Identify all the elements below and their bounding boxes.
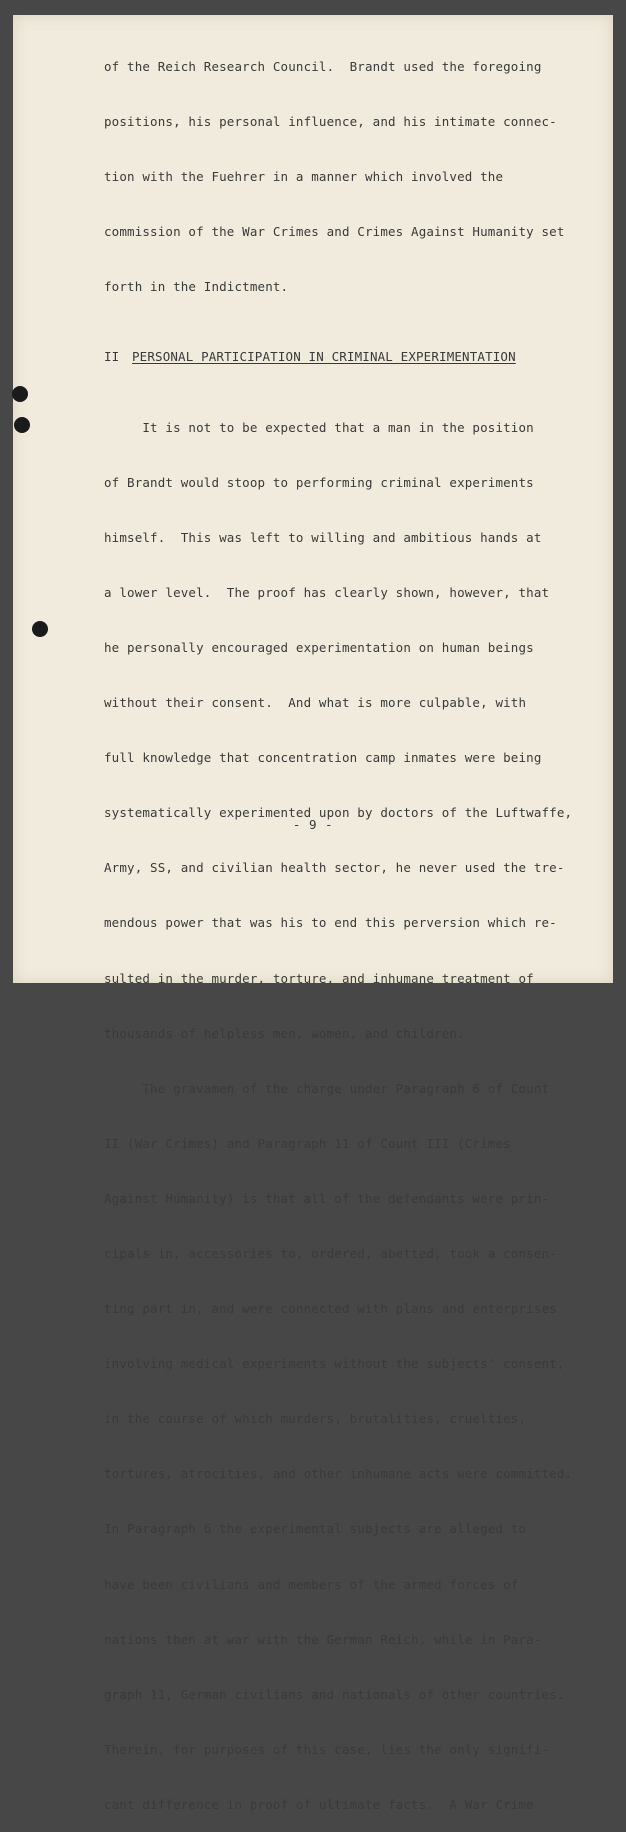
text-line: himself. This was left to willing and ambitious hands at [104, 529, 542, 545]
text-line: Army, SS, and civilian health sector, he never used the tre- [104, 860, 565, 876]
punch-hole-top [12, 386, 28, 402]
text-line: It is not to be expected that a man in the position [104, 419, 534, 435]
text-line: commission of the War Crimes and Crimes Against Humanity set [104, 224, 565, 240]
text-line: cipals in, accessories to, ordered, abetted, took a consen- [104, 1245, 557, 1261]
section-heading [104, 344, 574, 369]
document-text [104, 24, 574, 1832]
text-line: mendous power that was his to end this perversion which re- [104, 915, 557, 931]
text-line: ting part in, and were connected with plans and enterprises [104, 1301, 557, 1317]
text-line: thousands of helpless men, women, and children. [104, 1025, 465, 1041]
text-line: full knowledge that concentration camp inmates were being [104, 750, 542, 766]
text-line: have been civilians and members of the armed forces of [104, 1576, 519, 1592]
text-line: graph 11, German civilians and nationals of other countries. [104, 1686, 565, 1702]
text-line: positions, his personal influence, and his intimate connec- [104, 114, 557, 130]
section-title: PERSONAL PARTICIPATION IN CRIMINAL EXPERIMENTATION [132, 349, 516, 365]
text-line: In Paragraph 6 the experimental subjects are alleged to [104, 1521, 527, 1537]
text-line: he personally encouraged experimentation on human beings [104, 639, 534, 655]
text-line: of Brandt would stoop to performing criminal experiments [104, 474, 534, 490]
text-line: tion with the Fuehrer in a manner which involved the [104, 169, 504, 185]
section-number: II [104, 349, 120, 365]
text-line: in the course of which murders, brutalities, cruelties, [104, 1411, 527, 1427]
text-line: tortures, atrocities, and other inhumane acts were committed. [104, 1466, 573, 1482]
text-line: nations then at war with the German Reich, while in Para- [104, 1631, 542, 1647]
text-line: of the Reich Research Council. Brandt used the foregoing [104, 59, 542, 74]
text-line: forth in the Indictment. [104, 279, 289, 295]
text-line: The gravamen of the charge under Paragraph 6 of Count [104, 1080, 550, 1096]
text-line: Against Humanity) is that all of the defendants were prin- [104, 1190, 550, 1206]
text-line: without their consent. And what is more culpable, with [104, 695, 527, 711]
page-number: - 9 - [292, 817, 334, 832]
punch-hole-bottom [32, 621, 48, 637]
text-line: II (War Crimes) and Paragraph 11 of Count III (Crimes [104, 1135, 511, 1151]
text-line: involving medical experiments without the subjects' consent, [104, 1356, 565, 1372]
punch-hole-middle [14, 417, 30, 433]
text-line: cant difference in proof of ultimate facts. A War Crime [104, 1796, 534, 1812]
text-line: Therein, for purposes of this case, lies the only signifi- [104, 1741, 550, 1757]
text-line: sulted in the murder, torture, and inhumane treatment of [104, 970, 534, 986]
text-line: a lower level. The proof has clearly shown, however, that [104, 584, 550, 600]
text-line: systematically experimented upon by doctors of the Luftwaffe, [104, 805, 573, 821]
